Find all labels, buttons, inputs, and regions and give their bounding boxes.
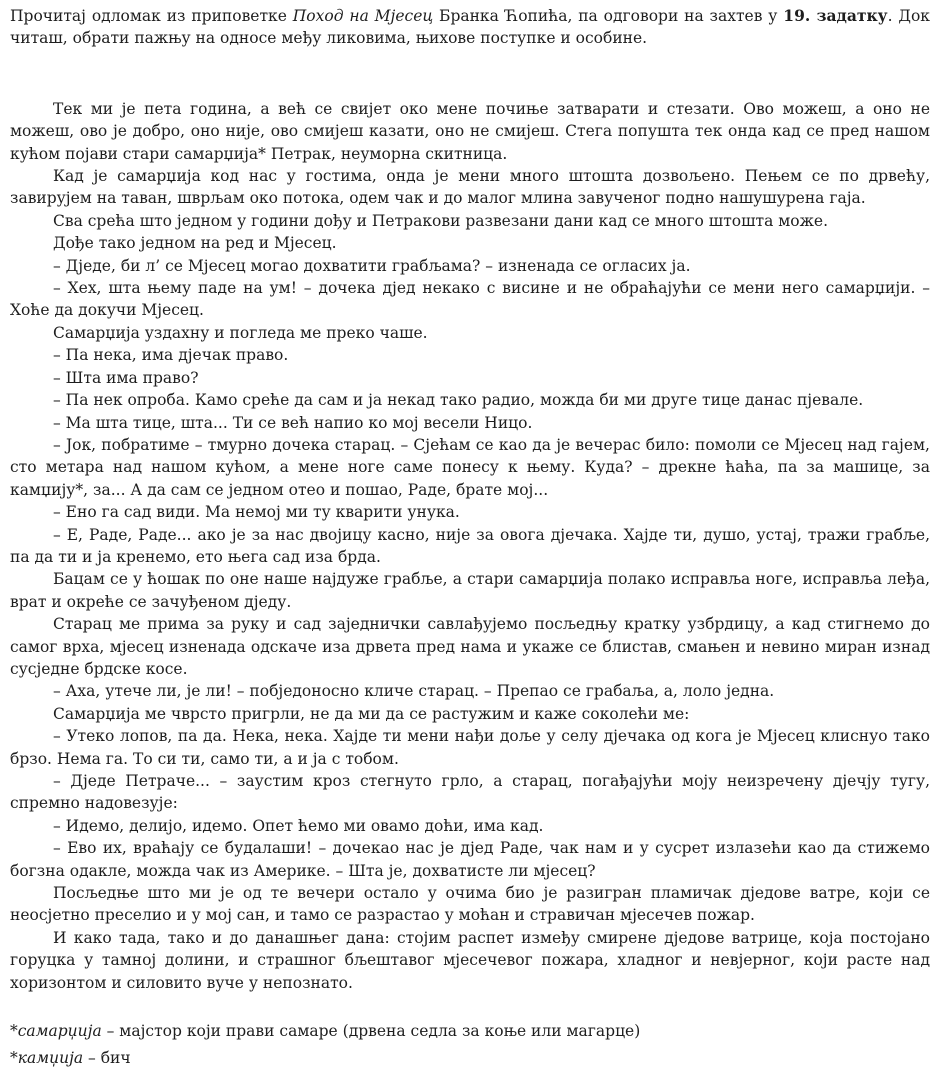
passage-paragraph: Самарџија ме чврсто пригрли, не да ми да се растужим и каже соколећи ме: — [53, 704, 690, 723]
passage-paragraph: – Е, Раде, Раде... ако је за нас двојицу касно, није за овога дјечака. Хајде ти, душо, устај, тражи грабље, па да ти и ја кренемо, ето њега сад иза брда. — [10, 525, 930, 566]
footnote-marker: * — [10, 1049, 18, 1068]
intro-segment: Поход на Мјесец — [292, 7, 434, 25]
passage-paragraph: Старац ме прима за руку и сад заједнички савлађујемо посљедњу кратку узбрдицу, а кад стигнемо до самог врха, мјесец изненада одскаче иза дрвета пред нама и укаже се блистав, смањен и невино миран изнад сусједне брдске косе. — [10, 615, 930, 678]
passage-paragraph: – Ено га сад види. Ма немој ми ту кварити унука. — [53, 503, 460, 522]
intro-segment: Бранка Ћопића, па одговори на захтев у — [433, 7, 784, 25]
passage-paragraph: Сва срећа што једном у години дођу и Петракови развезани дани кад се много штошта може. — [53, 211, 828, 230]
passage-paragraph: – Ма шта тице, шта... Ти се већ напио ко мој весели Ницо. — [53, 413, 533, 432]
passage-paragraph: Посљедње што ми је од те вечери остало у очима био је разигран пламичак дједове ватре, који се неосјетно преселио и у мој сан, и тамо се разрастао у моћан и стравичан мјесечев пожар. — [10, 884, 930, 925]
passage-paragraph: – Аха, утече ли, је ли! – побједоносно кличе старац. – Препао се грабаља, а, лоло једна. — [53, 682, 775, 701]
passage-paragraph: Кад је самарџија код нас у гостима, онда је мени много штошта дозвољено. Пењем се по дрвећу, завирујем на таван, шврљам око потока, одем чак и до малог млина завученог подно нашушурена гаја. — [10, 167, 930, 208]
passage-paragraph: – Па нек опроба. Камо среће да сам и ја некад тако радио, можда би ми друге тице данас пјевале. — [53, 391, 864, 410]
passage-paragraph: – Па нека, има дјечак право. — [53, 346, 289, 365]
intro-segment: 19. задатку — [783, 6, 888, 25]
intro-paragraph — [10, 5, 930, 50]
footnotes — [10, 1018, 930, 1072]
passage-paragraph: – Дједе, би л’ се Мјесец могао дохватити грабљама? – изненада се огласих ја. — [53, 256, 691, 275]
passage-paragraph: – Идемо, делијо, идемо. Опет ћемо ми овамо доћи, има кад. — [53, 816, 544, 835]
footnote-term: камџија — [17, 1049, 84, 1068]
passage-paragraph: – Дједе Петраче... – заустим кроз стегнуто грло, а старац, погађајући моју неизречену дјечју тугу, спремно надовезује: — [10, 772, 930, 813]
passage-paragraph: Тек ми је пета година, а већ се свијет око мене почиње затварати и стезати. Ово можеш, а оно не можеш, ово је добро, оно није, ово смијеш казати, оно не смијеш. Стега попушта тек онда кад се пред нашом кућом појави стари самарџија* Петрак, неуморна скитница. — [10, 99, 930, 163]
footnote-term: самарџија — [17, 1022, 102, 1041]
passage-paragraph: Самарџија уздахну и погледа ме преко чаше. — [53, 323, 428, 342]
passage-paragraph: – Ево их, враћају се будалаши! – дочекао нас је дјед Раде, чак нам и у сусрет излазећи као да стижемо богзна одакле, можда чак из Америке. – Шта је, дохватисте ли мјесец? — [10, 839, 930, 880]
footnote-definition: – мајстор који прави самаре (дрвена седла за коње или магарце) — [101, 1022, 641, 1041]
passage-paragraph: И како тада, тако и до данашњег дана: стојим распет између смирене дједове ватрице, која постојано горуцка у тамној долини, и страшног бљештавог мјесечевог пожара, хладног и невјерног, који расте над хоризонтом и силовито вуче у непознато. — [10, 928, 930, 992]
intro-segment: . Док читаш, обрати пажњу на односе међу ликовима, њихове поступке и особине. — [10, 7, 930, 48]
footnote — [10, 1045, 930, 1072]
passage-paragraph: – Шта има право? — [53, 368, 199, 387]
passage-text — [10, 98, 930, 994]
footnote — [10, 1018, 930, 1045]
passage-paragraph: – Јок, побратиме – тмурно дочека старац. – Сјећам се као да је вечерас било: помоли се Мјесец над гајем, сто метара над нашом кућом, а мене ноге саме понесу к њему. Куда? – дрекне ћаћа, па за машице, за камџију*, за... А да сам се једном отео и пошао, Раде, брате мој... — [10, 435, 930, 499]
footnote-marker: * — [10, 1022, 18, 1041]
passage-paragraph: Бацам се у ћошак по оне наше најдуже грабље, а стари самарџија полако исправља ноге, исправља леђа, врат и окреће се зачуђеном дједу. — [10, 570, 930, 611]
footnote-definition: – бич — [83, 1049, 131, 1068]
intro-segment: Прочитај одломак из приповетке — [10, 7, 293, 25]
passage-paragraph: – Утеко лопов, па да. Нека, нека. Хајде ти мени нађи доље у селу дјечака од кога је Мјесец клиснуо тако брзо. Нема га. То си ти, само ти, а и ја с тобом. — [10, 727, 930, 768]
passage-paragraph: – Хех, шта њему паде на ум! – дочека дјед некако с висине и не обраћајући се мени него самарџији. – Хоће да докучи Мјесец. — [10, 279, 930, 320]
passage-paragraph: Дође тако једном на ред и Мјесец. — [53, 234, 337, 253]
